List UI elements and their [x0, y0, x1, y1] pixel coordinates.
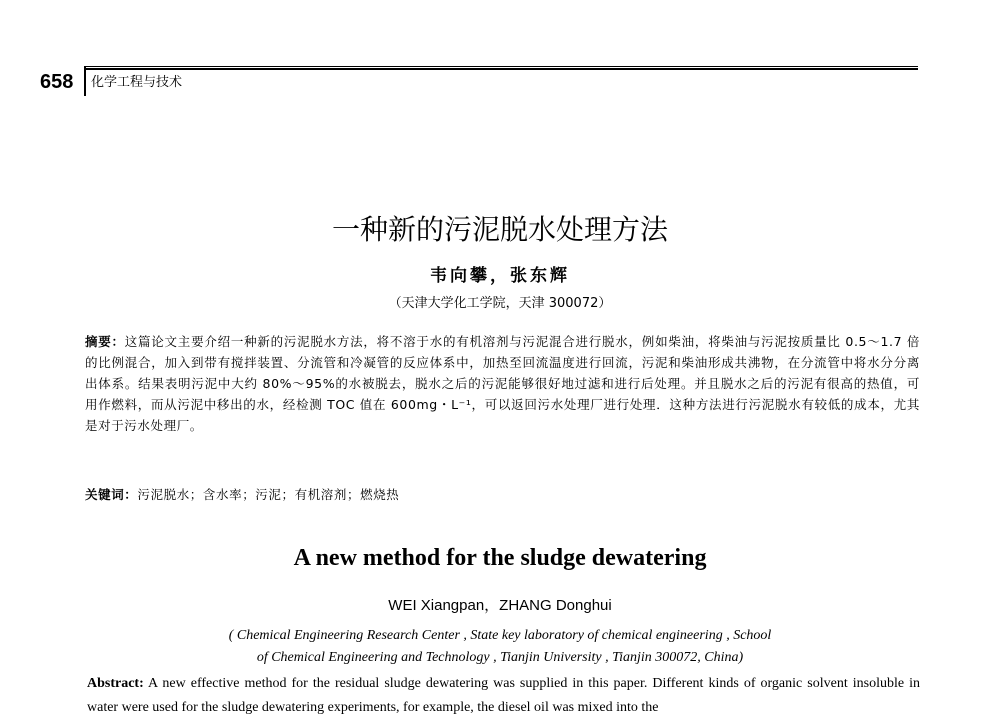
- english-title: A new method for the sludge dewatering: [293, 545, 707, 571]
- journal-name: 化学工程与技术: [91, 75, 183, 90]
- page-number: 658: [40, 71, 74, 93]
- english-affiliation-line-2: of Chemical Engineering and Technology , Tianjin University , Tianjin 300072, China): [256, 650, 744, 665]
- chinese-keywords-label: 关键词：: [85, 487, 138, 502]
- chinese-keywords: [85, 485, 920, 505]
- chinese-abstract: [85, 331, 920, 436]
- english-affiliation-line-1: ( Chemical Engineering Research Center , State key laboratory of chemical engineering , School: [228, 628, 772, 643]
- english-authors: WEI Xiangpan，ZHANG Donghui: [388, 597, 612, 614]
- header-separator: [84, 66, 86, 96]
- chinese-keywords-text: 污泥脱水；含水率；污泥；有机溶剂；燃烧热: [137, 487, 400, 502]
- header-rule-thin: [84, 66, 918, 67]
- chinese-affiliation: （天津大学化工学院，天津 300072）: [388, 296, 612, 311]
- english-abstract-text: A new effective method for the residual sludge dewatering was supplied in this paper. Different kinds of organic solvent insoluble in water were used for the sludge dewatering experiments, for example, the diesel oil was mixed into the: [87, 676, 920, 715]
- chinese-abstract-text: 这篇论文主要介绍一种新的污泥脱水方法，将不溶于水的有机溶剂与污泥混合进行脱水，例如柴油，将柴油与污泥按质量比 0.5～1.7 倍的比例混合，加入到带有搅拌装置、分流管和冷凝管的反应体系中，加热至回流温度进行回流，污泥和柴油形成共沸物，在分流管中将水分分离出体系。结果表明污泥中大约 80%～95%的水被脱去，脱水之后的污泥能够很好地过滤和进行后处理。并且脱水之后的污泥有很高的热值，可用作燃料，而从污泥中移出的水，经检测 TOC 值在 600mg・L⁻¹，可以返回污水处理厂进行处理．这种方法进行污泥脱水有较低的成本，尤其是对于污水处理厂。: [85, 334, 920, 433]
- header-rule-thick: [84, 68, 918, 70]
- chinese-title: 一种新的污泥脱水处理方法: [331, 213, 668, 246]
- chinese-abstract-label: 摘要：: [85, 334, 125, 349]
- english-affiliation: [0, 625, 1000, 669]
- chinese-authors: 韦向攀，张东辉: [430, 266, 570, 286]
- english-abstract-label: Abstract:: [87, 676, 144, 691]
